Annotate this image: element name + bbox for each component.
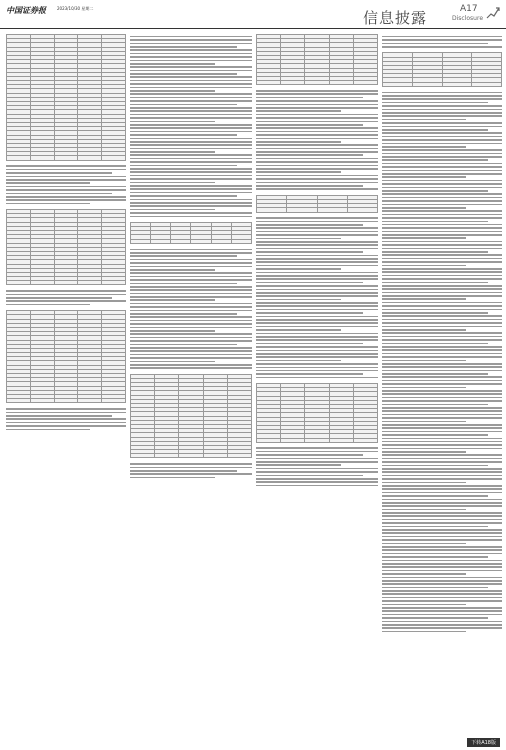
column-3 <box>256 34 378 738</box>
data-table <box>130 374 252 459</box>
data-table <box>256 195 378 213</box>
column-4 <box>382 34 502 738</box>
section-title: 信息披露 <box>363 9 428 27</box>
data-table <box>6 310 126 403</box>
data-table <box>130 222 252 244</box>
page-number: A17 <box>460 4 478 14</box>
column-1 <box>6 34 126 738</box>
data-table <box>256 34 378 85</box>
issue-date: 2023/10/30 星期二 <box>57 6 94 11</box>
section-title-en: Disclosure <box>452 15 484 22</box>
trend-icon <box>486 6 500 20</box>
column-2 <box>130 34 252 738</box>
data-table <box>6 209 126 285</box>
masthead-logo: 中国证券报 <box>6 5 46 15</box>
page-header <box>0 0 506 29</box>
continued-label: 下转A18版 <box>467 738 500 747</box>
data-table <box>256 383 378 443</box>
data-table <box>6 34 126 161</box>
data-table <box>382 52 502 87</box>
